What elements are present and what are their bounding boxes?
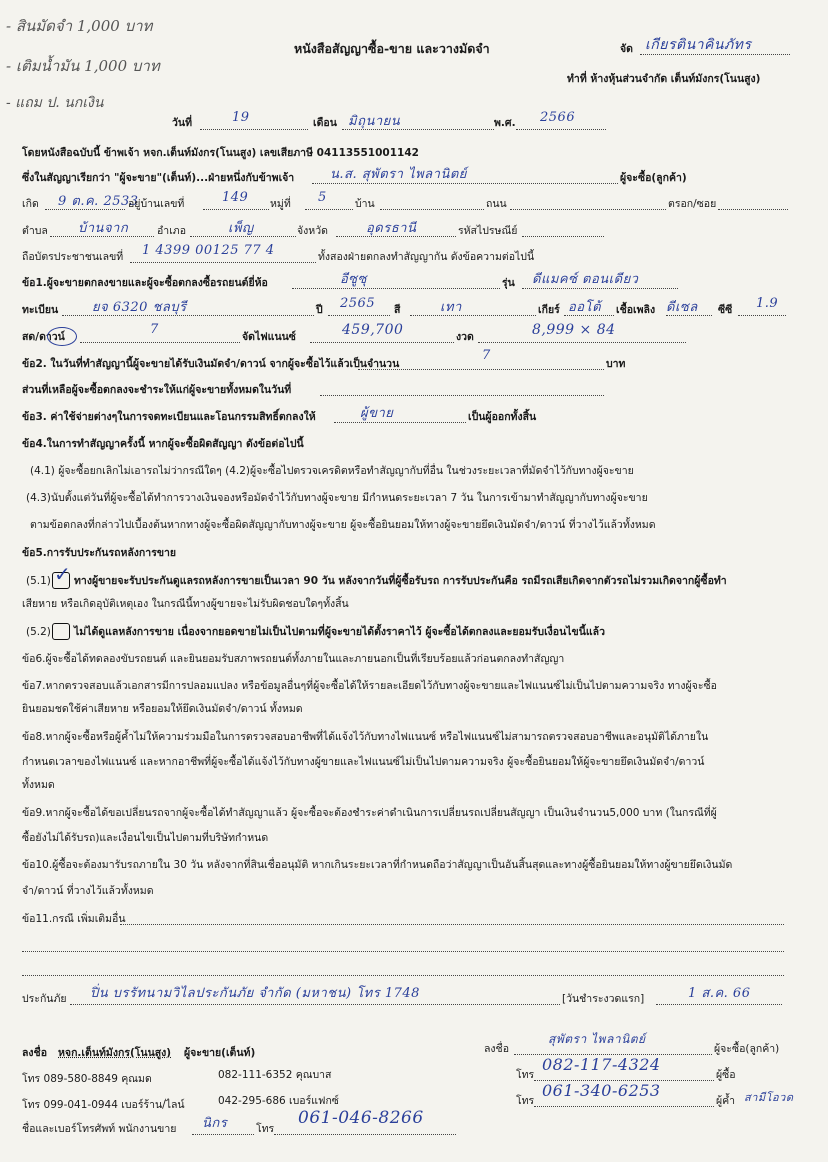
margin-note-fuel: - เติมน้ำมัน 1,000 บาท bbox=[6, 57, 160, 75]
seller-phone4: 042-295-686 เบอร์แฟกซ์ bbox=[218, 1095, 339, 1107]
checkmark-icon: ✓ bbox=[54, 562, 71, 586]
seller-name: หจก.เต็นท์มังกร(โนนสูง) bbox=[58, 1047, 172, 1059]
clause2-unit: บาท bbox=[606, 358, 626, 370]
intro-line2-a: ซึ่งในสัญญาเรียกว่า "ผู้จะขาย"(เต็นท์)...ฝ่ายหนึ่งกับข้าพเจ้า bbox=[22, 172, 295, 184]
seller-role: ผู้จะขาย(เต็นท์) bbox=[184, 1047, 256, 1059]
clause5-opt2: ไม่ได้ดูแลหลังการขาย เนื่องจากยอดขายไม่เป็นไปตามที่ผู้จะขายได้ตั้งราคาไว้ ผู้จะซื้อได้ตกลงและยอมรับเงื่อนไขนี้แล้ว bbox=[74, 626, 606, 638]
guarantor-tel-label: โทร bbox=[516, 1095, 535, 1107]
clause7-b: ยินยอมชดใช้ค่าเสียหาย หรือยอมให้ยึดเงินมัดจำ/ดาวน์ ทั้งหมด bbox=[22, 703, 303, 715]
down-circle-mark bbox=[47, 327, 77, 346]
buyer-tel-label: โทร bbox=[516, 1069, 535, 1081]
model-label: รุ่น bbox=[502, 277, 515, 289]
seller-phone2: 082-111-6352 คุณบาส bbox=[218, 1069, 332, 1081]
id-label: ถือบัตรประชาชนเลขที่ bbox=[22, 251, 124, 263]
contract-location: ทำที่ ห้างหุ้นส่วนจำกัด เต็นท์มังกร(โนนสูง) bbox=[567, 73, 761, 85]
id-value: 1 4399 00125 77 4 bbox=[142, 243, 275, 258]
car-year: 2565 bbox=[340, 296, 376, 311]
clause8-a: ข้อ8.หากผู้จะซื้อหรือผู้ค้ำไม่ให้ความร่วมมือในการตรวจสอบอาชีพที่ได้แจ้งไว้กับทางไฟแนนซ์ หรือไฟแนนซ์ไม่สามารถตรวจสอบอาชีพและอนุมัติได้ภายใน bbox=[22, 731, 709, 743]
car-color: เทา bbox=[440, 300, 462, 315]
fuel-label: เชื้อเพลิง bbox=[616, 304, 656, 316]
car-model: ดีแมคซ์ ตอนเดียว bbox=[532, 272, 639, 287]
salesperson-label: ชื่อและเบอร์โทรศัพท์ พนักงานขาย bbox=[22, 1123, 177, 1135]
clause5-opt1-num: (5.1) bbox=[26, 575, 51, 587]
clause8-b: กำหนดเวลาของไฟแนนซ์ และหากอาชีพที่ผู้จะซื้อได้แจ้งไว้กับทางผู้ขายและไฟแนนซ์ไม่เป็นไปตามความจริง ผู้จะซื้อยินยอมให้ผู้จะขายยึดเงินมัดจำ/ดาวน์ bbox=[22, 756, 705, 768]
month-label: เดือน bbox=[313, 117, 337, 129]
margin-note-deposit: - สินมัดจำ 1,000 บาท bbox=[6, 17, 153, 35]
clause9-a: ข้อ9.หากผู้จะซื้อได้ขอเปลี่ยนรถจากผู้จะซื้อได้ทำสัญญาแล้ว ผู้จะซื้อจะต้องชำระค่าดำเนินการเปลี่ยนรถเปลี่ยนสัญญา เป็นเงินจำนวน5,000 บาท (ในกรณีที่ผู้ bbox=[22, 807, 717, 819]
buyer-sign-label: ลงชื่อ bbox=[484, 1043, 509, 1055]
seller-sign-label: ลงชื่อ bbox=[22, 1047, 47, 1059]
clause1-label: ข้อ1.ผู้จะขายตกลงขายและผู้จะซื้อตกลงซื้อรถยนต์ยี่ห้อ bbox=[22, 277, 268, 289]
plate-label: ทะเบียน bbox=[22, 304, 59, 316]
clause3-line bbox=[334, 409, 466, 423]
first-payment-value: 1 ส.ค. 66 bbox=[688, 986, 751, 1001]
born-value: 9 ต.ค. 2533 bbox=[58, 194, 139, 209]
clause3-text-b: เป็นผู้ออกทั้งสิ้น bbox=[468, 411, 537, 423]
margin-note-gift: - แถม ป. นกเงิน bbox=[6, 95, 104, 111]
clause5-title: ข้อ5.การรับประกันรถหลังการขาย bbox=[22, 547, 177, 559]
village-line bbox=[380, 196, 484, 210]
clause4-title: ข้อ4.ในการทำสัญญาครั้งนี้ หากผู้จะซื้อผิดสัญญา ดังข้อต่อไปนี้ bbox=[22, 438, 304, 450]
clause7-a: ข้อ7.หากตรวจสอบแล้วเอกสารมีการปลอมแปลง หรือข้อมูลอื่นๆที่ผู้จะซื้อได้ให้รายละเอียดไว้กับทางผู้จะขายและไฟแนนซ์ไม่เป็นไปตามความจริง ทางผู้จะซื้อ bbox=[22, 680, 717, 692]
salesperson-name: นิกร bbox=[202, 1116, 228, 1131]
amphoe-value: เพ็ญ bbox=[228, 221, 254, 236]
clause6: ข้อ6.ผู้จะซื้อได้ทดลองขับรถยนต์ และยินยอมรับสภาพรถยนต์ทั้งภายในและภายนอกเป็นที่เรียบร้อยแล้วก่อนตกลงทำสัญญา bbox=[22, 653, 565, 665]
clause10-b: จำ/ดาวน์ ที่วางไว้แล้วทั้งหมด bbox=[22, 885, 154, 897]
clause4-line1: (4.1) ผู้จะซื้อยกเลิกไม่เอารถไม่ว่ากรณีใดๆ (4.2)ผู้จะซื้อไปตรวจเครดิตหรือทำสัญญากับที่อื่น ในช่วงระยะเวลาที่มัดจำไว้กับทางผู้จะขาย bbox=[30, 465, 634, 477]
clause10-a: ข้อ10.ผู้ซื้อจะต้องมารับรถภายใน 30 วัน หลังจากที่สินเชื่ออนุมัติ หากเกินระยะเวลาที่กำหนดถือว่าสัญญาเป็นอันสิ้นสุดและทางผู้ซื้อยินยอมให้ทางผู้ขายยึดเงินมัด bbox=[22, 859, 733, 871]
buyer-phone-role: ผู้ซื้อ bbox=[716, 1069, 736, 1081]
down-label: สด/ดาวน์ bbox=[22, 331, 65, 343]
insurance-value: ปิ่น บรรัทนามวิไลประกันภัย จำกัด (มหาชน) โทร 1748 bbox=[90, 986, 420, 1001]
buyer-signature: สุพัตรา ไพลานิตย์ bbox=[548, 1032, 646, 1046]
amphoe-label: อำเภอ bbox=[157, 225, 187, 237]
province-label: จังหวัด bbox=[297, 225, 328, 237]
tambon-label: ตำบล bbox=[22, 225, 48, 237]
finance-label: จัดไฟแนนซ์ bbox=[242, 331, 296, 343]
first-payment-label: [วันชำระงวดแรก] bbox=[562, 993, 645, 1005]
clause11-line1 bbox=[120, 911, 784, 925]
buyer-phone: 082-117-4324 bbox=[542, 1055, 661, 1074]
seller-phone3: โทร 099-041-0944 เบอร์ร้าน/ไลน์ bbox=[22, 1099, 185, 1111]
seller-phone1: โทร 089-580-8849 คุณมด bbox=[22, 1073, 152, 1085]
date-value: 19 bbox=[232, 110, 250, 125]
province-value: อุดรธานี bbox=[366, 221, 417, 236]
moo-value: 5 bbox=[318, 190, 327, 205]
document-title: หนังสือสัญญาซื้อ-ขาย และวางมัดจำ bbox=[294, 41, 490, 56]
moo-line bbox=[305, 196, 353, 210]
car-brand: อีซูซุ bbox=[340, 272, 367, 287]
finance-value: 459,700 bbox=[342, 322, 404, 338]
date-label: วันที่ bbox=[172, 117, 192, 129]
clause4-line3: ตามข้อตกลงที่กล่าวไปเบื้องต้นหากทางผู้จะซื้อผิดสัญญากับทางผู้จะขาย ผู้จะซื้อยินยอมให้ทางผู้จะขายยึดเงินมัดจำ/ดาวน์ ที่วางไว้แล้วทั้งหมด bbox=[30, 519, 656, 531]
month-value: มิถุนายน bbox=[348, 114, 401, 129]
guarantor-note: สามีโอวด bbox=[744, 1091, 794, 1104]
house-label: อยู่บ้านเลขที่ bbox=[128, 198, 185, 210]
clause2-text-b: ส่วนที่เหลือผู้จะซื้อตกลงจะชำระให้แก่ผู้จะขายทั้งหมดในวันที่ bbox=[22, 384, 292, 396]
id-suffix: ทั้งสองฝ่ายตกลงทำสัญญากัน ดังข้อความต่อไปนี้ bbox=[318, 251, 535, 263]
car-gear: ออโต้ bbox=[568, 300, 602, 315]
car-cc: 1.9 bbox=[756, 296, 779, 311]
year-car-label: ปี bbox=[316, 304, 323, 316]
car-fuel: ดีเซล bbox=[666, 300, 698, 315]
road-label: ถนน bbox=[486, 198, 507, 210]
born-label: เกิด bbox=[22, 198, 39, 210]
guarantor-phone: 061-340-6253 bbox=[542, 1081, 661, 1100]
salesperson-phone: 061-046-8266 bbox=[298, 1108, 424, 1128]
guarantor-role: ผู้ค้ำ bbox=[716, 1095, 736, 1107]
clause11-label: ข้อ11.กรณี เพิ่มเติมอื่น bbox=[22, 913, 126, 925]
postal-line bbox=[522, 223, 604, 237]
clause4-line2: (4.3)นับตั้งแต่วันที่ผู้จะซื้อได้ทำการวางเงินจองหรือมัดจำไว้กับทางผู้จะขาย มีกำหนดระยะเวลา 7 วัน ในการเข้ามาทำสัญญากับทางผู้จะขาย bbox=[26, 492, 648, 504]
insurance-label: ประกันภัย bbox=[22, 993, 67, 1005]
clause2-date-line bbox=[320, 382, 604, 396]
clause11-line3 bbox=[22, 962, 784, 976]
buyer-name: น.ส. สุพัตรา ไพลานิตย์ bbox=[330, 167, 467, 182]
installment-value: 8,999 × 84 bbox=[532, 322, 616, 338]
clause3-value: ผู้ขาย bbox=[360, 406, 394, 421]
plate-value: ยจ 6320 ชลบุรี bbox=[92, 300, 187, 315]
buyer-role: ผู้จะซื้อ(ลูกค้า) bbox=[714, 1043, 780, 1055]
salesperson-phone-label: โทร bbox=[256, 1123, 275, 1135]
postal-label: รหัสไปรษณีย์ bbox=[458, 225, 518, 237]
down-line bbox=[80, 329, 240, 343]
clause5-opt2-num: (5.2) bbox=[26, 626, 51, 638]
date-line bbox=[200, 116, 308, 130]
clause5-opt1-b: เสียหาย หรือเกิดอุบัติเหตุเอง ในกรณีนี้ทางผู้ขายจะไม่รับผิดชอบใดๆทั้งสิ้น bbox=[22, 598, 349, 610]
year-label: พ.ศ. bbox=[494, 117, 516, 129]
clause2-text-a: ข้อ2. ในวันที่ทำสัญญานี้ผู้จะขายได้รับเงินมัดจำ/ดาวน์ จากผู้จะซื้อไว้แล้วเป็นจำนวน bbox=[22, 358, 400, 370]
installment-label: งวด bbox=[456, 331, 474, 343]
road-line bbox=[510, 196, 666, 210]
clause2-line bbox=[358, 356, 604, 370]
made-at-label: จัด bbox=[620, 43, 633, 55]
village-label: บ้าน bbox=[355, 198, 375, 210]
color-line bbox=[410, 302, 536, 316]
clause9-b: ซื้อยังไม่ได้รับรถ)และเงื่อนไขเป็นไปตามที่บริษัทกำหนด bbox=[22, 832, 269, 844]
clause8-c: ทั้งหมด bbox=[22, 779, 55, 791]
down-value: 7 bbox=[150, 322, 159, 337]
no-warranty-checkbox[interactable] bbox=[52, 623, 70, 640]
color-label: สี bbox=[394, 304, 401, 316]
clause2-value: 7 bbox=[482, 348, 491, 363]
brand-line bbox=[292, 275, 500, 289]
tambon-value: บ้านจาก bbox=[78, 221, 129, 236]
clause3-text-a: ข้อ3. ค่าใช้จ่ายต่างๆในการจดทะเบียนและโอนกรรมสิทธิ์ตกลงให้ bbox=[22, 411, 316, 423]
intro-line2-b: ผู้จะซื้อ(ลูกค้า) bbox=[620, 172, 687, 184]
year-value: 2566 bbox=[540, 110, 576, 125]
clause5-opt1-a: ทางผู้ขายจะรับประกันดูแลรถหลังการขายเป็นเวลา 90 วัน หลังจากวันที่ผู้ซื้อรับรถ การรับประกันคือ รถมีรถเสียเกิดจากตัวรถไม่รวมเกิดจากผู้ซื้อทำ bbox=[74, 575, 727, 587]
moo-label: หมู่ที่ bbox=[270, 198, 291, 210]
soi-line bbox=[718, 196, 788, 210]
soi-label: ตรอก/ซอย bbox=[668, 198, 717, 210]
clause11-line2 bbox=[22, 938, 784, 952]
intro-line1: โดยหนังสือฉบับนี้ ข้าพเจ้า หจก.เต็นท์มังกร(โนนสูง) เลขเสียภาษี 04113551001142 bbox=[22, 147, 419, 159]
made-at-value: เกียรตินาคินภัทร bbox=[645, 37, 752, 53]
house-value: 149 bbox=[222, 190, 249, 205]
gear-label: เกียร์ bbox=[538, 304, 560, 316]
cc-label: ซีซี bbox=[718, 304, 733, 316]
